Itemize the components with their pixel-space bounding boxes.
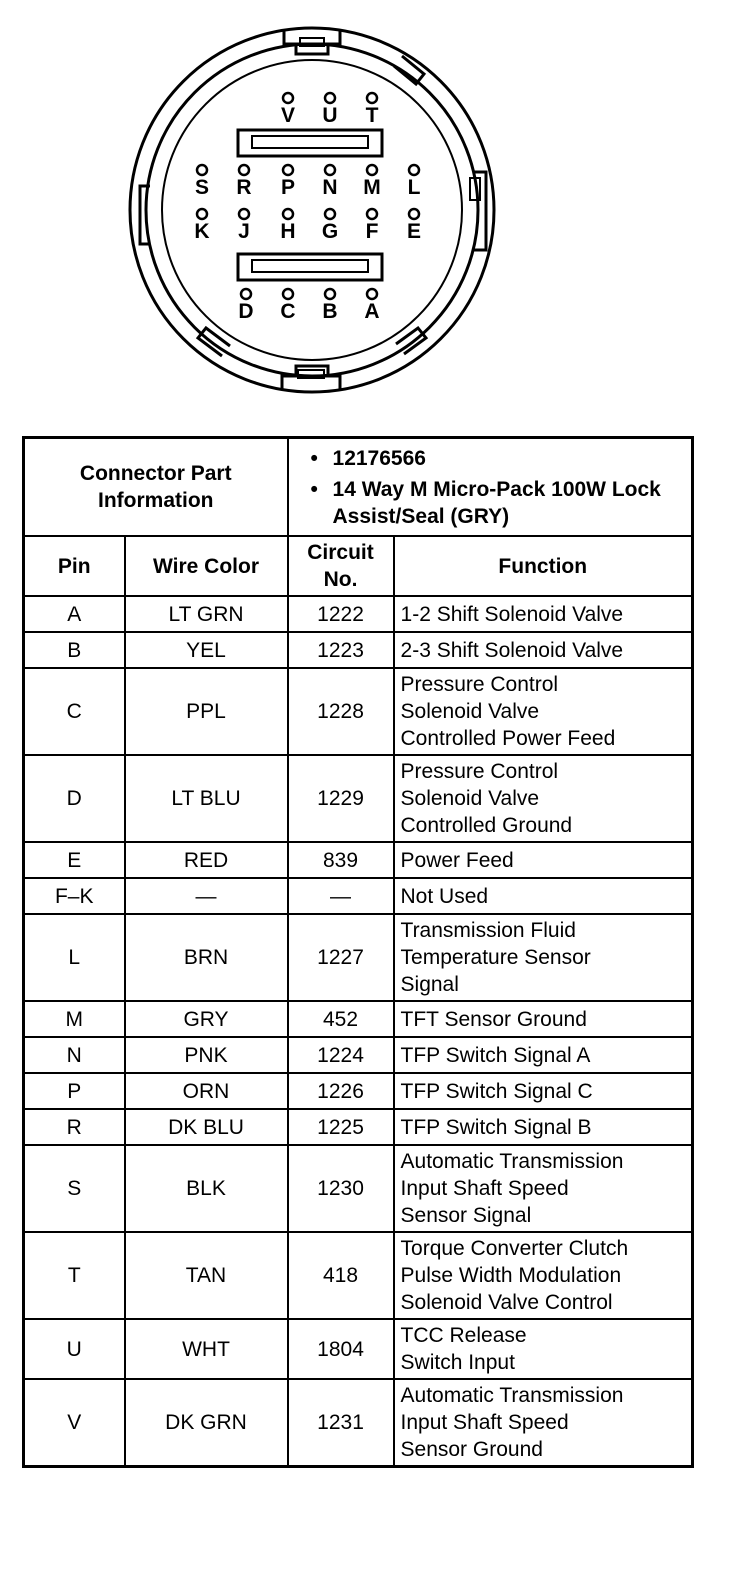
pin-cell: D — [24, 755, 125, 842]
function-cell: Pressure Control Solenoid Valve Controlled Power Feed — [394, 668, 693, 755]
upper-seal-bar — [238, 130, 382, 156]
circuit-number-cell: 1804 — [288, 1319, 394, 1379]
wire-color-cell: BLK — [125, 1145, 288, 1232]
pinout-row — [24, 1379, 693, 1467]
pin-socket-v — [283, 93, 293, 103]
function-cell: TFP Switch Signal C — [394, 1073, 693, 1109]
function-cell: TFP Switch Signal B — [394, 1109, 693, 1145]
circuit-number-cell: 418 — [288, 1232, 394, 1319]
circuit-number-cell: 839 — [288, 842, 394, 878]
pin-socket-s — [197, 165, 207, 175]
pin-label-s: S — [194, 176, 210, 199]
pin-cell: F–K — [24, 878, 125, 914]
pinout-row — [24, 914, 693, 1001]
pin-socket-j — [239, 209, 249, 219]
function-cell: Transmission Fluid Temperature Sensor Signal — [394, 914, 693, 1001]
pin-label-t: T — [365, 104, 379, 127]
function-cell: Pressure Control Solenoid Valve Controlled Ground — [394, 755, 693, 842]
pin-label-e: E — [406, 220, 422, 243]
part-info-row — [24, 438, 693, 537]
pin-cell: C — [24, 668, 125, 755]
pin-socket-n — [325, 165, 335, 175]
wire-color-cell: — — [125, 878, 288, 914]
pinout-row — [24, 1073, 693, 1109]
connector-tab-top-right — [394, 56, 424, 84]
circuit-number-cell: 1228 — [288, 668, 394, 755]
pin-cell: P — [24, 1073, 125, 1109]
pin-label-k: K — [194, 220, 210, 243]
wire-color-cell: LT BLU — [125, 755, 288, 842]
wire-color-header: Wire Color — [125, 536, 288, 596]
pinout-row — [24, 1001, 693, 1037]
connector-part-details — [288, 438, 693, 537]
circuit-number-cell: 1222 — [288, 596, 394, 632]
circuit-number-cell: 1223 — [288, 632, 394, 668]
function-cell: Not Used — [394, 878, 693, 914]
circuit-number-cell: 1231 — [288, 1379, 394, 1467]
pin-socket-r — [239, 165, 249, 175]
pin-label-m: M — [363, 176, 381, 199]
column-header-row — [24, 536, 693, 596]
pin-label-g: G — [321, 220, 339, 243]
upper-seal-bar-inner — [252, 136, 368, 148]
pin-label-u: U — [322, 104, 338, 127]
pin-cell: L — [24, 914, 125, 1001]
wire-color-cell: ORN — [125, 1073, 288, 1109]
pin-socket-b — [325, 289, 335, 299]
pin-label-p: P — [280, 176, 296, 199]
wire-color-cell: RED — [125, 842, 288, 878]
function-cell: TFT Sensor Ground — [394, 1001, 693, 1037]
circuit-number-cell: 1229 — [288, 755, 394, 842]
pin-cell: N — [24, 1037, 125, 1073]
function-cell: 1-2 Shift Solenoid Valve — [394, 596, 693, 632]
circuit-number-cell: 1227 — [288, 914, 394, 1001]
pin-cell: E — [24, 842, 125, 878]
connector-top-key — [284, 30, 340, 54]
pin-socket-d — [241, 289, 251, 299]
pin-socket-l — [409, 165, 419, 175]
function-cell: Torque Converter Clutch Pulse Width Modulation Solenoid Valve Control — [394, 1232, 693, 1319]
pin-socket-f — [367, 209, 377, 219]
pin-label-r: R — [236, 176, 252, 199]
pinout-row — [24, 842, 693, 878]
pin-label-f: F — [365, 220, 379, 243]
pinout-row — [24, 1145, 693, 1232]
function-cell: Power Feed — [394, 842, 693, 878]
pin-label-h: H — [280, 220, 296, 243]
wire-color-cell: GRY — [125, 1001, 288, 1037]
wire-color-cell: DK BLU — [125, 1109, 288, 1145]
pin-cell: V — [24, 1379, 125, 1467]
pinout-row — [24, 1232, 693, 1319]
pinout-row — [24, 755, 693, 842]
pinout-row — [24, 632, 693, 668]
wire-color-cell: TAN — [125, 1232, 288, 1319]
pin-socket-t — [367, 93, 377, 103]
connector-outer-ring — [130, 28, 494, 392]
function-cell: 2-3 Shift Solenoid Valve — [394, 632, 693, 668]
pin-label-b: B — [322, 300, 338, 323]
pin-label-d: D — [238, 300, 254, 323]
pin-label-v: V — [280, 104, 296, 127]
pinout-row — [24, 668, 693, 755]
pinout-row — [24, 1319, 693, 1379]
lower-seal-bar — [238, 254, 382, 280]
connector-description: • 14 Way M Micro-Pack 100W Lock Assist/Seal (GRY) — [295, 476, 685, 530]
pin-cell: R — [24, 1109, 125, 1145]
pin-socket-k — [197, 209, 207, 219]
function-cell: TCC Release Switch Input — [394, 1319, 693, 1379]
circuit-number-cell: — — [288, 878, 394, 914]
connector-pins — [194, 93, 421, 323]
pin-socket-c — [283, 289, 293, 299]
pin-socket-h — [283, 209, 293, 219]
pinout-row — [24, 1109, 693, 1145]
pin-socket-a — [367, 289, 377, 299]
function-header: Function — [394, 536, 693, 596]
function-cell: TFP Switch Signal A — [394, 1037, 693, 1073]
pinout-row — [24, 596, 693, 632]
wire-color-cell: BRN — [125, 914, 288, 1001]
pin-label-l: L — [407, 176, 421, 199]
pin-cell: M — [24, 1001, 125, 1037]
pin-cell: U — [24, 1319, 125, 1379]
pinout-row — [24, 1037, 693, 1073]
function-cell: Automatic Transmission Input Shaft Speed Sensor Signal — [394, 1145, 693, 1232]
connector-inner-ring — [146, 44, 478, 376]
pin-cell: T — [24, 1232, 125, 1319]
pin-header: Pin — [24, 536, 125, 596]
part-number: • 12176566 — [295, 445, 685, 472]
pinout-rows — [24, 596, 693, 1467]
wire-color-cell: LT GRN — [125, 596, 288, 632]
lower-seal-bar-inner — [252, 260, 368, 272]
pin-label-n: N — [322, 176, 338, 199]
pin-socket-u — [325, 93, 335, 103]
wire-color-cell: PNK — [125, 1037, 288, 1073]
wire-color-cell: WHT — [125, 1319, 288, 1379]
connector-pinout-table — [22, 436, 694, 1468]
pin-cell: A — [24, 596, 125, 632]
wire-color-cell: YEL — [125, 632, 288, 668]
pin-socket-g — [325, 209, 335, 219]
pin-socket-m — [367, 165, 377, 175]
connector-part-info-label: Connector Part Information — [24, 438, 288, 537]
circuit-number-cell: 1230 — [288, 1145, 394, 1232]
pin-label-a: A — [364, 300, 380, 323]
circuit-number-cell: 452 — [288, 1001, 394, 1037]
connector-face-diagram — [0, 0, 736, 400]
pin-cell: S — [24, 1145, 125, 1232]
circuit-number-cell: 1225 — [288, 1109, 394, 1145]
circuit-number-cell: 1224 — [288, 1037, 394, 1073]
pin-socket-p — [283, 165, 293, 175]
circuit-number-cell: 1226 — [288, 1073, 394, 1109]
pin-label-j: J — [238, 220, 250, 243]
pin-cell: B — [24, 632, 125, 668]
pinout-row — [24, 878, 693, 914]
wire-color-cell: DK GRN — [125, 1379, 288, 1467]
pin-socket-e — [409, 209, 419, 219]
wire-color-cell: PPL — [125, 668, 288, 755]
pin-label-c: C — [280, 300, 296, 323]
circuit-number-header: Circuit No. — [288, 536, 394, 596]
function-cell: Automatic Transmission Input Shaft Speed Sensor Ground — [394, 1379, 693, 1467]
